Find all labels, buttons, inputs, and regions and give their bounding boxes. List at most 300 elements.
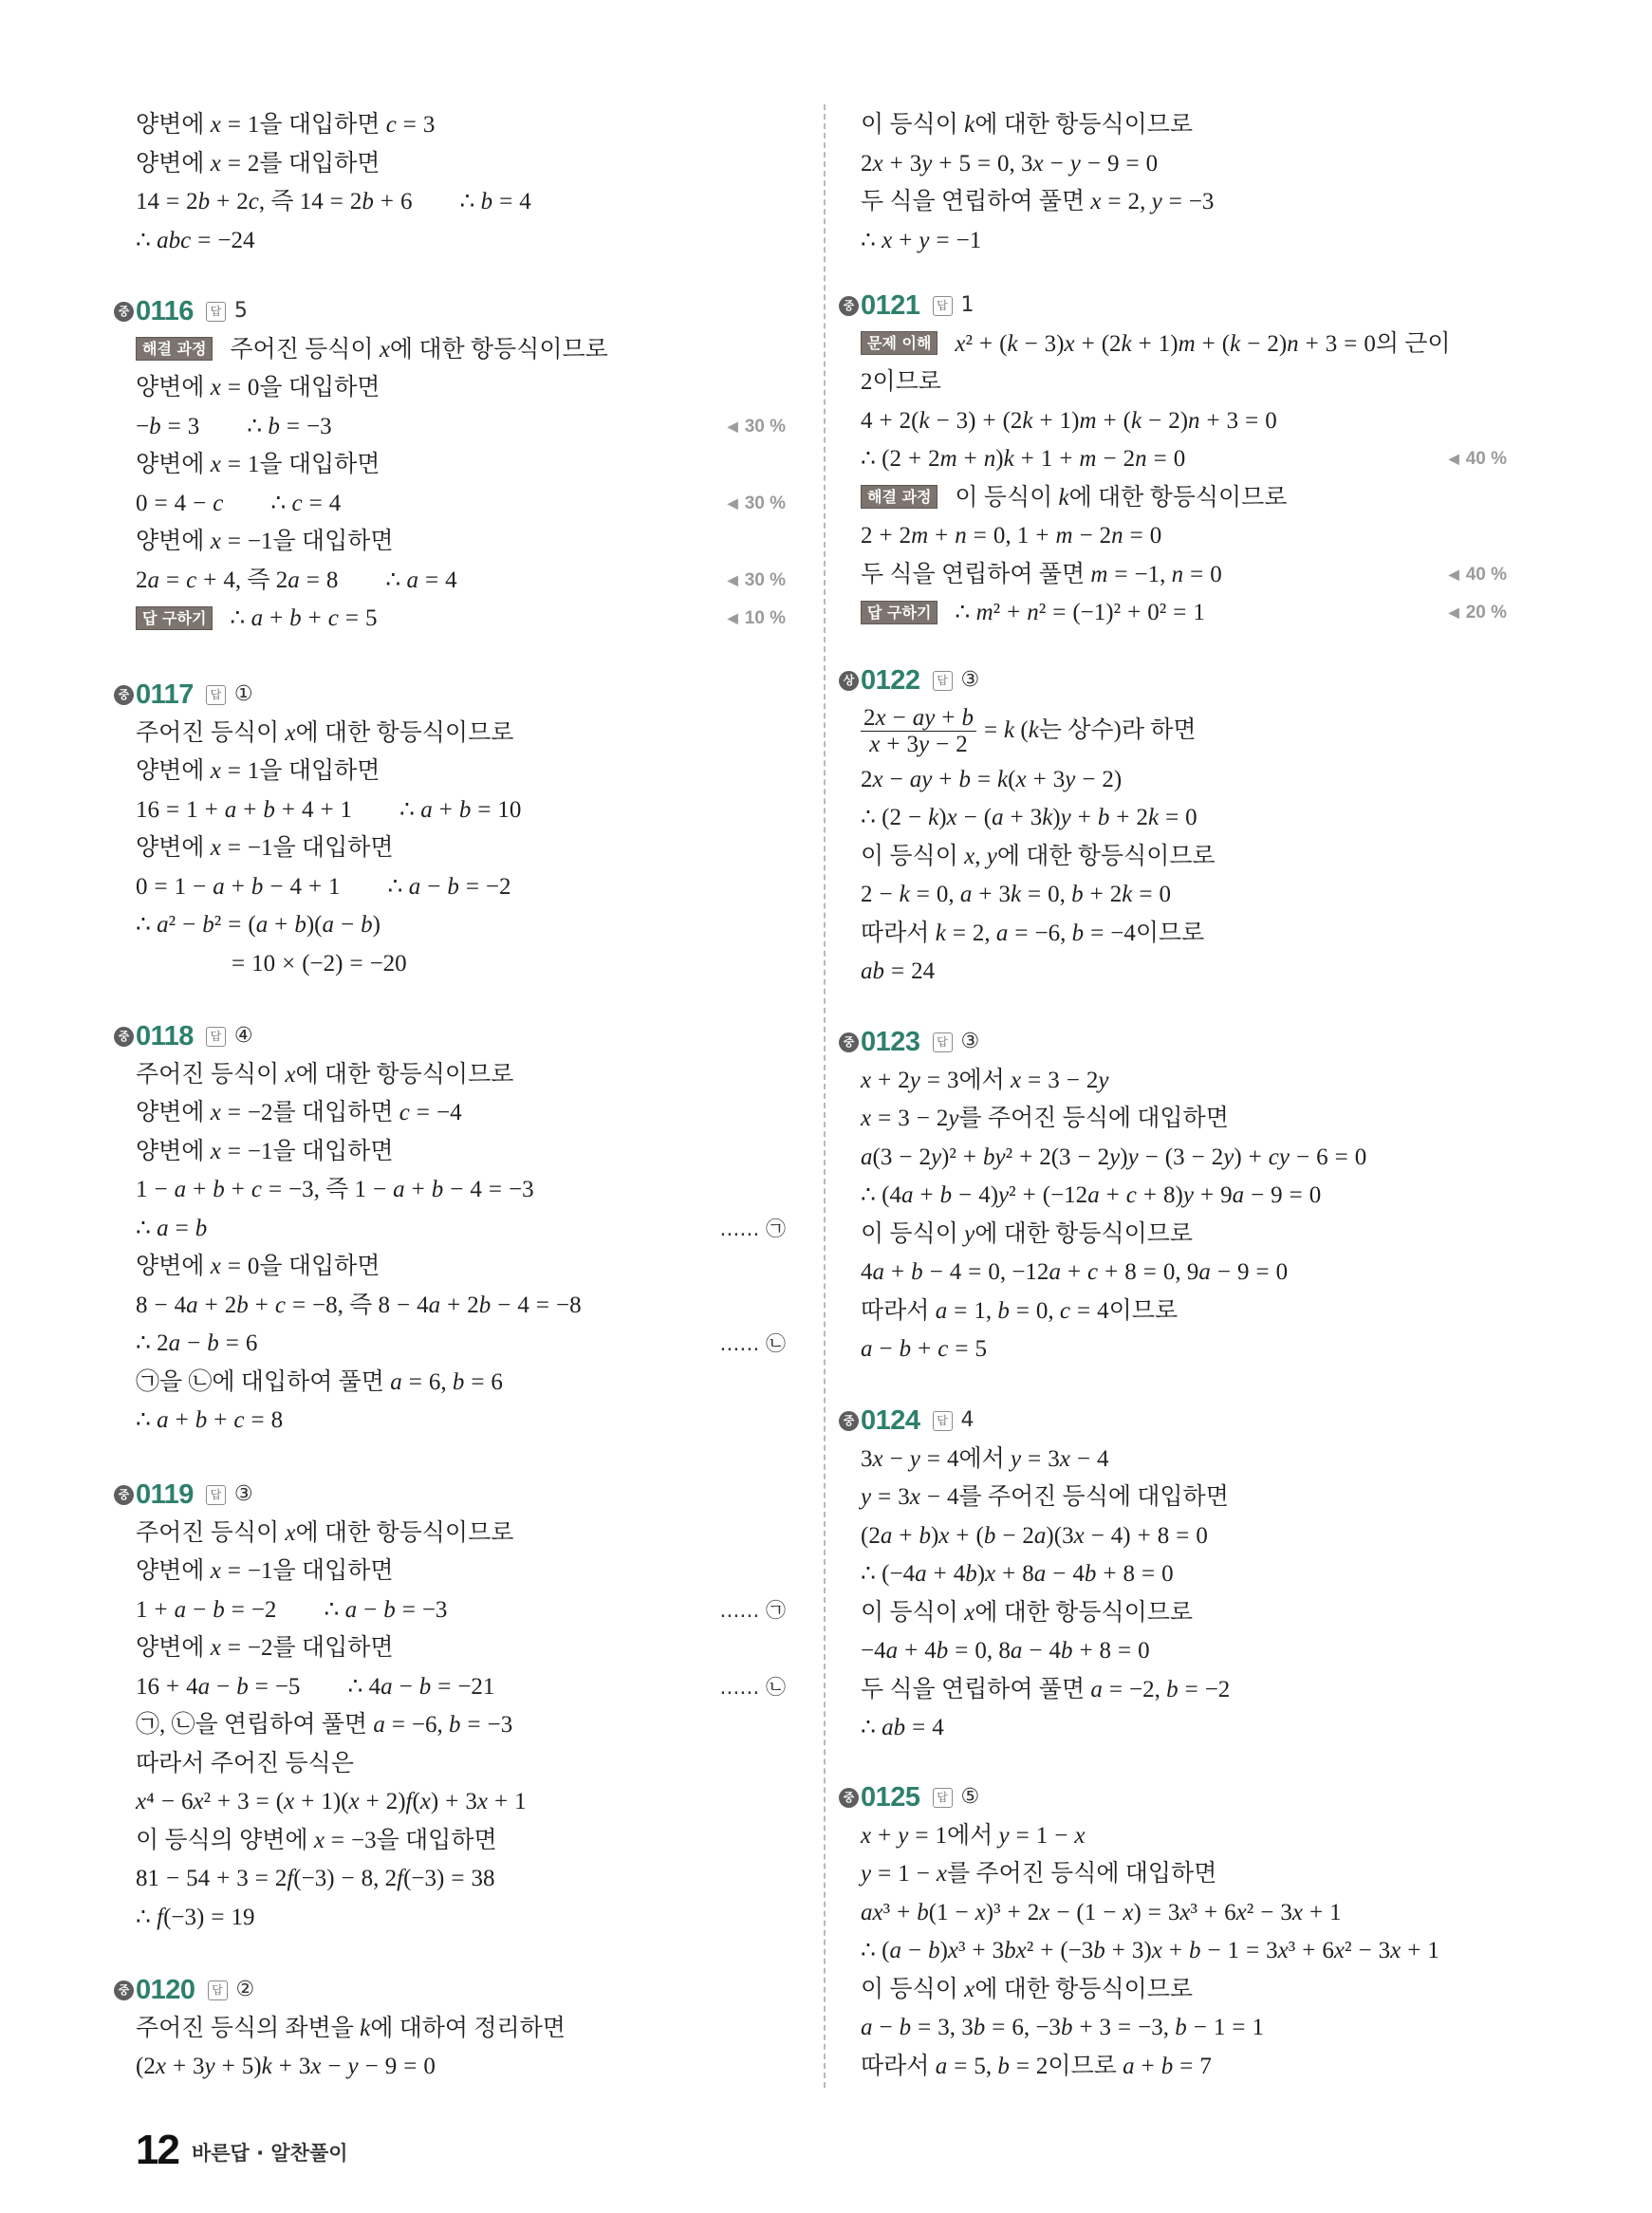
solution-line — [839, 799, 1507, 838]
line-text: 3x − y = 4에서 y = 3x − 4 — [861, 1445, 1109, 1472]
line-text: a(3 − 2y)² + by² + 2(3 − 2y)y − (3 − 2y) + cy − 6 = 0 — [861, 1144, 1367, 1170]
math-variable: a — [935, 2053, 948, 2079]
math-variable: x — [210, 758, 221, 784]
solution-line — [839, 325, 1507, 364]
difficulty-badge: 중 — [839, 1788, 859, 1808]
math-operator: = — [1118, 2015, 1132, 2040]
math-operator: = — [1118, 1638, 1132, 1664]
math-operator: − — [1296, 1144, 1310, 1170]
math-variable: b — [1084, 1561, 1097, 1587]
solution-line — [839, 145, 1507, 184]
math-operator: = — [973, 523, 987, 549]
math-operator: = — [308, 490, 323, 516]
math-operator: + — [1116, 805, 1130, 830]
line-text: ㉠을 ㉡에 대입하여 풀면 a = 6, b = 6 — [136, 1368, 503, 1395]
math-operator: − — [1103, 1899, 1117, 1925]
solution-line — [839, 1139, 1507, 1178]
math-variable: f — [157, 1904, 164, 1930]
math-operator: − — [364, 2054, 379, 2079]
math-operator: + — [445, 1789, 459, 1814]
line-text: 2x + 3y + 5 = 0, 3x − y − 9 = 0 — [861, 150, 1159, 177]
math-operator: + — [1010, 805, 1024, 830]
math-variable: y — [1011, 1445, 1022, 1472]
solution-line — [839, 556, 1507, 595]
math-operator: − — [929, 1259, 943, 1285]
math-operator: + — [175, 1407, 189, 1433]
math-operator: + — [166, 1673, 180, 1700]
problem-number: 0125 — [861, 1781, 920, 1813]
left-triangle-icon — [728, 493, 745, 513]
math-operator: = — [1028, 882, 1042, 907]
math-variable: x — [1090, 189, 1102, 214]
math-variable: a — [912, 705, 925, 732]
math-variable: y — [918, 732, 930, 758]
math-variable: b — [911, 1259, 923, 1285]
solution-line — [114, 1171, 786, 1210]
score-mark — [1449, 556, 1507, 595]
solution-line — [839, 183, 1507, 222]
line-text: 이 등식이 k에 대한 항등식이므로 — [861, 112, 1194, 138]
math-variable: x — [909, 1484, 920, 1510]
math-operator: + — [203, 567, 217, 593]
math-operator: + — [1007, 600, 1021, 625]
math-variable: b — [236, 1673, 249, 1700]
math-variable: a — [861, 1144, 873, 1170]
math-operator: = — [227, 758, 241, 784]
line-text: x + 2y = 3에서 x = 3 − 2y — [861, 1067, 1109, 1093]
math-operator: − — [1066, 1067, 1080, 1093]
math-variable: x — [310, 2054, 322, 2079]
math-operator: + — [899, 1522, 913, 1549]
math-operator: + — [1248, 1144, 1262, 1170]
math-operator: = — [227, 1254, 241, 1279]
equation-reference: …… ㉡ — [719, 1675, 786, 1699]
math-variable: x — [861, 1822, 872, 1849]
solution-line — [839, 1216, 1507, 1255]
math-variable: a — [1087, 1182, 1100, 1208]
math-operator: = — [1052, 600, 1067, 625]
math-operator: + — [1105, 1182, 1120, 1208]
math-operator: = — [1090, 920, 1104, 946]
solution-line — [839, 479, 1507, 518]
solution-line — [114, 1515, 786, 1553]
math-variable: a — [174, 1596, 187, 1623]
math-operator: − — [1216, 1259, 1231, 1285]
solution-line — [114, 791, 786, 830]
math-variable: m — [1178, 330, 1196, 357]
math-operator: − — [879, 882, 893, 907]
math-variable: x — [210, 1138, 221, 1164]
line-text: 양변에 x = 1을 대입하면 — [136, 758, 381, 784]
math-variable: b — [361, 912, 373, 938]
math-operator: = — [488, 1177, 502, 1202]
answer-value: ③ — [233, 1482, 253, 1507]
math-operator: − — [1002, 1522, 1016, 1549]
math-operator: = — [227, 150, 241, 177]
problem-header — [839, 1023, 1507, 1062]
math-operator: = — [918, 2015, 932, 2040]
math-variable: n — [1135, 446, 1147, 472]
answer-value: ④ — [233, 1024, 253, 1049]
score-percent: 30 % — [744, 416, 786, 437]
math-variable: a — [861, 1336, 873, 1362]
fraction — [861, 705, 976, 757]
math-operator: − — [193, 1596, 207, 1623]
math-variable: b — [1060, 1638, 1073, 1664]
line-text: x² + (k − 3)x + (2k + 1)m + (k − 2)n + 3 = 0의 근이 — [955, 330, 1451, 357]
math-variable: k — [1003, 446, 1014, 472]
math-variable: a — [428, 1292, 441, 1318]
solution-line — [839, 1254, 1507, 1292]
difficulty-badge: 중 — [114, 302, 134, 322]
math-operator: = — [1246, 1938, 1260, 1963]
math-operator: = — [254, 1673, 269, 1700]
problem-number: 0123 — [861, 1026, 920, 1057]
math-variable: a — [420, 796, 433, 823]
line-text: ∴ (2 − k)x − (a + 3k)y + b + 2k = 0 — [861, 805, 1197, 830]
line-text: 이 등식의 양변에 x = −3을 대입하면 — [136, 1827, 497, 1853]
line-text: ∴ (a − b)x³ + 3bx² + (−3b + 3)x + b − 1 = 3x³ + 6x² − 3x + 1 — [861, 1938, 1439, 1963]
math-operator: = — [227, 452, 241, 477]
math-variable: m — [975, 600, 993, 625]
solution-line — [114, 562, 786, 601]
line-text: 이 등식이 y에 대한 항등식이므로 — [861, 1220, 1194, 1247]
math-operator: + — [886, 732, 900, 758]
math-variable: a — [381, 1673, 393, 1700]
math-variable: x — [285, 1519, 296, 1546]
math-operator: = — [912, 1715, 926, 1740]
math-operator: + — [935, 523, 949, 549]
solution-line — [839, 106, 1507, 145]
math-operator: − — [936, 407, 950, 434]
math-operator: + — [307, 873, 323, 900]
math-operator: − — [1077, 1144, 1091, 1170]
math-variable: b — [1071, 882, 1084, 907]
math-variable: a — [1049, 1259, 1061, 1285]
math-variable: a — [935, 1297, 948, 1324]
line-text: x = 3 − 2y를 주어진 등식에 대입하면 — [861, 1106, 1229, 1131]
math-operator: + — [878, 1067, 892, 1093]
solution-line — [839, 1671, 1507, 1710]
math-operator: − — [1144, 1144, 1159, 1170]
solution-line — [839, 1441, 1507, 1479]
math-variable: a — [861, 2015, 873, 2040]
line-text: −b = 3 — [136, 413, 200, 439]
math-variable: y — [1127, 1144, 1139, 1170]
math-operator: = — [451, 1866, 465, 1891]
math-variable: x — [1073, 1522, 1085, 1549]
difficulty-badge: 중 — [114, 1981, 134, 2000]
problem-header — [839, 661, 1507, 700]
math-variable: b — [478, 1292, 492, 1318]
left-triangle-icon — [728, 570, 745, 590]
problem-header — [839, 1778, 1507, 1817]
math-operator: = — [955, 1336, 969, 1362]
math-variable: x — [955, 330, 966, 357]
math-variable: b — [973, 2015, 986, 2040]
math-variable: m — [1055, 523, 1073, 549]
solution-line — [114, 906, 786, 945]
math-operator: − — [1207, 1938, 1221, 1963]
math-operator: + — [1103, 407, 1117, 434]
math-operator: = — [166, 567, 180, 593]
solution-line — [839, 594, 1507, 633]
math-variable: a — [872, 1259, 884, 1285]
line-text: ∴ ab = 4 — [861, 1715, 944, 1740]
line-text: ∴ m² + n² = (−1)² + 0² = 1 — [955, 600, 1205, 625]
line-conclusion: ∴ 4a − b = −21 — [347, 1673, 495, 1700]
problem-header — [114, 292, 786, 331]
math-operator: + — [269, 605, 284, 631]
math-variable: x — [210, 112, 221, 138]
answer-label: 답 — [206, 302, 226, 322]
math-variable: a — [224, 796, 237, 823]
line-text: ∴ (4a + b − 4)y² + (−12a + c + 8)y + 9a − 9 = 0 — [861, 1182, 1322, 1208]
math-operator: = — [227, 1100, 241, 1125]
equation-reference: …… ㉡ — [719, 1332, 786, 1355]
math-operator: − — [958, 1182, 973, 1208]
math-variable: n — [955, 523, 967, 549]
answer-value: ⑤ — [960, 1785, 980, 1810]
solution-line — [839, 2048, 1507, 2087]
problem-number: 0124 — [861, 1404, 920, 1436]
solution-line — [114, 1210, 786, 1249]
math-operator: + — [307, 605, 322, 631]
math-variable: x — [875, 705, 886, 732]
math-operator: + — [278, 2054, 292, 2079]
math-operator: = — [1014, 920, 1029, 946]
math-operator: − — [916, 1861, 930, 1887]
solution-line — [114, 1325, 786, 1364]
math-operator: + — [972, 1938, 986, 1963]
math-operator: = — [1015, 1822, 1030, 1849]
math-variable: c — [1059, 1297, 1071, 1324]
math-operator: = — [878, 1484, 892, 1510]
left-triangle-icon — [1449, 603, 1466, 623]
solution-line — [839, 1177, 1507, 1216]
math-operator: = — [255, 1789, 269, 1814]
problem-0117 — [114, 676, 786, 983]
math-operator: + — [254, 1292, 269, 1318]
math-operator: + — [1407, 1938, 1421, 1963]
math-variable: a — [168, 1330, 181, 1356]
problem-0125 — [839, 1778, 1507, 2086]
math-variable: b — [447, 873, 459, 900]
line-conclusion: ∴ a + b = 10 — [399, 796, 522, 823]
math-operator: − — [1251, 1182, 1265, 1208]
problem-0118 — [114, 1017, 786, 1441]
line-conclusion: ∴ b = −3 — [247, 413, 332, 439]
math-operator: = — [1232, 2015, 1246, 2040]
math-operator: − — [1076, 1445, 1090, 1472]
math-variable: b — [383, 1596, 396, 1623]
math-operator: = — [227, 835, 241, 861]
math-variable: a — [1033, 1561, 1047, 1587]
line-text: ∴ a + b + c = 5 — [230, 605, 378, 631]
math-operator: − — [154, 1177, 168, 1202]
line-text: 따라서 주어진 등식은 — [136, 1750, 354, 1776]
line-text: 1 + a − b = −2 — [136, 1596, 277, 1623]
math-variable: x — [210, 375, 221, 400]
math-variable: y — [921, 766, 933, 792]
math-operator: + — [1309, 1899, 1324, 1925]
math-variable: a — [1198, 1259, 1211, 1285]
math-operator: = — [1190, 561, 1204, 587]
math-variable: b — [1071, 920, 1085, 946]
math-operator: − — [160, 1789, 175, 1814]
math-variable: b — [449, 1712, 461, 1738]
math-variable: x — [1123, 1899, 1134, 1925]
line-text: 양변에 x = −1을 대입하면 — [136, 529, 394, 554]
line-text: 0 = 4 − c — [136, 490, 224, 516]
math-operator: + — [897, 1899, 911, 1925]
line-text: 주어진 등식이 x에 대한 항등식이므로 — [136, 719, 514, 746]
step-label: 답 구하기 — [136, 606, 213, 630]
math-variable: b — [997, 2053, 1010, 2079]
math-operator: − — [166, 1866, 180, 1891]
math-variable: a — [915, 1561, 927, 1587]
problem-number: 0117 — [136, 679, 194, 710]
line-text: 따라서 a = 1, b = 0, c = 4이므로 — [861, 1297, 1179, 1324]
math-operator: + — [1204, 1899, 1218, 1925]
math-variable: x — [872, 150, 883, 177]
math-operator: + — [891, 1259, 905, 1285]
line-text: 두 식을 연립하여 풀면 a = −2, b = −2 — [861, 1676, 1231, 1702]
math-variable: b — [919, 1522, 931, 1549]
line-text: 양변에 x = −1을 대입하면 — [136, 1558, 394, 1584]
math-variable: b — [236, 1292, 249, 1318]
solution-line — [114, 1822, 786, 1861]
math-variable: m — [1090, 561, 1108, 587]
math-operator: = — [1125, 150, 1140, 177]
math-variable: b — [1160, 2053, 1174, 2079]
math-operator: + — [1104, 1259, 1119, 1285]
math-operator: − — [907, 1938, 922, 1963]
math-variable: b — [213, 1177, 225, 1202]
problem-header — [114, 1017, 786, 1056]
math-operator: = — [154, 490, 168, 516]
math-operator: + — [1067, 1259, 1082, 1285]
math-variable: b — [362, 189, 374, 214]
line-text: 16 + 4a − b = −5 — [136, 1673, 301, 1700]
math-operator: + — [938, 150, 953, 177]
math-variable: x — [964, 1976, 975, 2002]
math-operator: + — [1077, 805, 1091, 830]
math-variable: b — [982, 1144, 995, 1170]
math-operator: = — [349, 950, 363, 976]
math-operator: + — [216, 189, 231, 214]
score-mark — [728, 600, 786, 639]
math-operator: = — [1147, 1899, 1161, 1925]
line-text: 주어진 등식이 x에 대한 항등식이므로 — [136, 1061, 514, 1088]
math-operator: + — [963, 446, 977, 472]
line-text: 이 등식이 x에 대한 항등식이므로 — [861, 1599, 1194, 1626]
math-operator: = — [1108, 1676, 1123, 1702]
math-operator: = — [254, 1866, 269, 1891]
math-variable: y — [898, 1822, 909, 1849]
left-triangle-icon — [1449, 565, 1466, 585]
math-operator: − — [193, 873, 207, 900]
solution-line — [114, 222, 786, 261]
solution-line — [114, 369, 786, 408]
math-variable: b — [872, 958, 884, 984]
math-operator: + — [1035, 523, 1049, 549]
math-operator: = — [1015, 1297, 1030, 1324]
solution-line — [114, 1287, 786, 1326]
math-variable: x — [872, 1899, 883, 1925]
line-text: 양변에 x = −2를 대입하면 c = −4 — [136, 1100, 462, 1125]
answer-label: 답 — [206, 685, 226, 705]
line-text: 이 등식이 x에 대한 항등식이므로 — [861, 1976, 1194, 2002]
math-variable: y — [861, 1484, 872, 1510]
math-operator: − — [427, 873, 441, 900]
math-operator: = — [1173, 600, 1187, 625]
math-operator: + — [411, 1177, 425, 1202]
line-text: 양변에 x = 1을 대입하면 c = 3 — [136, 112, 436, 138]
math-operator: − — [193, 490, 207, 516]
math-operator: = — [983, 716, 998, 743]
math-variable: n — [1188, 407, 1200, 434]
line-text: 주어진 등식이 x에 대한 항등식이므로 — [230, 336, 608, 363]
math-operator: + — [878, 1822, 892, 1849]
problem-number: 0120 — [136, 1974, 195, 2005]
math-operator: − — [450, 1177, 464, 1202]
math-variable: a — [186, 1292, 198, 1318]
math-variable: a — [909, 766, 922, 792]
math-variable: x — [155, 2054, 166, 2079]
solution-line — [839, 1330, 1507, 1369]
math-variable: b — [202, 912, 214, 938]
math-variable: a — [1090, 1676, 1103, 1702]
math-variable: x — [1039, 1899, 1050, 1925]
math-operator: + — [217, 1789, 232, 1814]
math-variable: x — [1015, 766, 1027, 792]
math-variable: b — [168, 227, 181, 253]
math-operator: = — [251, 1407, 265, 1433]
line-text: a − b = 3, 3b = 6, −3b + 3 = −3, b − 1 = 1 — [861, 2015, 1264, 2040]
line-conclusion: ∴ a − b = −3 — [324, 1596, 448, 1623]
line-text: = k (k는 상수)라 하면 — [983, 716, 1197, 743]
problem-0116 — [114, 292, 786, 639]
problem-number: 0116 — [136, 295, 194, 326]
line-text: (2x + 3y + 5)k + 3x − y − 9 = 0 — [136, 2054, 436, 2079]
math-operator: = — [499, 189, 513, 214]
math-variable: b — [1004, 1938, 1016, 1963]
math-variable: a — [1033, 1522, 1047, 1549]
math-variable: k — [261, 2054, 272, 2079]
math-variable: a — [255, 912, 269, 938]
solution-line — [114, 408, 786, 447]
math-variable: c — [213, 490, 224, 516]
math-operator: − — [955, 1899, 969, 1925]
math-variable: y — [1065, 766, 1076, 792]
solution-line — [114, 1364, 786, 1403]
math-variable: x — [136, 1789, 147, 1814]
solution-line — [114, 331, 786, 370]
solution-line — [839, 517, 1507, 556]
math-variable: a — [288, 567, 300, 593]
solution-line — [839, 915, 1507, 954]
math-operator: = — [344, 605, 359, 631]
math-operator: + — [193, 1177, 207, 1202]
math-operator: + — [1206, 407, 1220, 434]
math-operator: = — [402, 112, 417, 138]
solution-line — [114, 1094, 786, 1133]
math-variable: x — [869, 732, 881, 758]
math-operator: + — [879, 407, 893, 434]
math-variable: m — [1079, 407, 1097, 434]
math-operator: = — [416, 1100, 430, 1125]
